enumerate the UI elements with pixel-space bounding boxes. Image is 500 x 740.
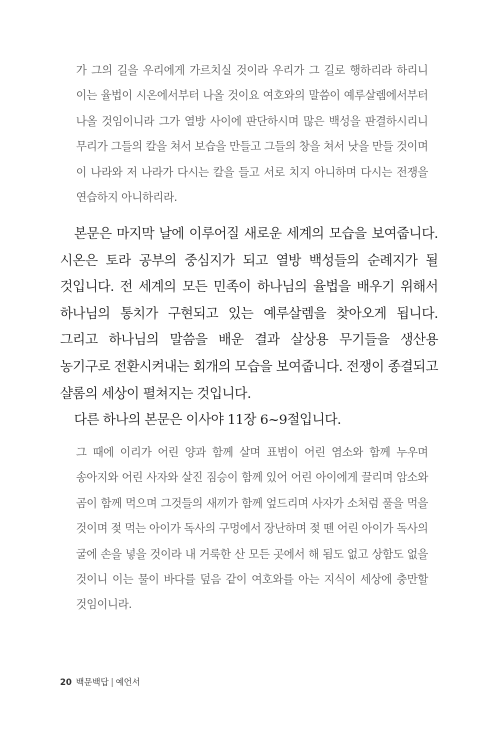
footer-separator: |: [110, 678, 114, 688]
scripture-quote-bottom: 그 때에 이리가 어린 양과 함께 살며 표범이 어린 염소와 함께 누우며 송아지와 어린 사자와 살진 짐승이 함께 있어 어린 아이에게 끌리며 암소와 곰이 함께 먹으며 그것들의 새끼가 함께 엎드리며 사자가 소처럼 풀을 먹을 것이며 젖 먹는 아이가 독사의 구멍에서 장난하며 젖 뗀 어린 아이가 독사의 굴에 손을 넣을 것이라 내 거룩한 산 모든 곳에서 해 됨도 없고 상함도 없을 것이니 이는 물이 바다를 덮음 같이 여호와를 아는 지식이 세상에 충만할 것임이니라.: [76, 446, 428, 612]
section-title: 예언서: [115, 678, 141, 688]
body-paragraph-2: 다른 하나의 본문은 이사야 11장 6~9절입니다.: [74, 413, 342, 429]
body-paragraph-1: 본문은 마지막 날에 이루어질 새로운 세계의 모습을 보여줍니다. 시온은 토라 공부의 중심지가 되고 열방 백성들의 순례지가 될 것입니다. 전 세계의 모든 민족이 하나님의 율법을 배우기 위해서 하나님의 통치가 구현되고 있는 예루살렘을 찾아오게 됩니다. 그리고 하나님의 말씀을 배운 결과 살상용 무기들을 생산용 농기구로 전환시켜내는 회개의 모습을 보여줍니다. 전쟁이 종결되고 샬롬의 세상이 펼쳐지는 것입니다.: [60, 227, 438, 402]
body-text: [60, 222, 438, 435]
page-number: 20: [60, 678, 72, 688]
page-footer: [60, 676, 140, 688]
scripture-quote-top: 가 그의 길을 우리에게 가르치실 것이라 우리가 그 길로 행하리라 하리니 이는 율법이 시온에서부터 나올 것이요 여호와의 말씀이 예루살렘에서부터 나올 것임이니라 그가 열방 사이에 판단하시며 많은 백성을 판결하시리니 무리가 그들의 칼을 쳐서 보습을 만들고 그들의 창을 쳐서 낫을 만들 것이며 이 나라와 저 나라가 다시는 칼을 들고 서로 치지 아니하며 다시는 전쟁을 연습하지 아니하리라.: [76, 64, 428, 205]
book-title: 백문백답: [75, 678, 109, 688]
